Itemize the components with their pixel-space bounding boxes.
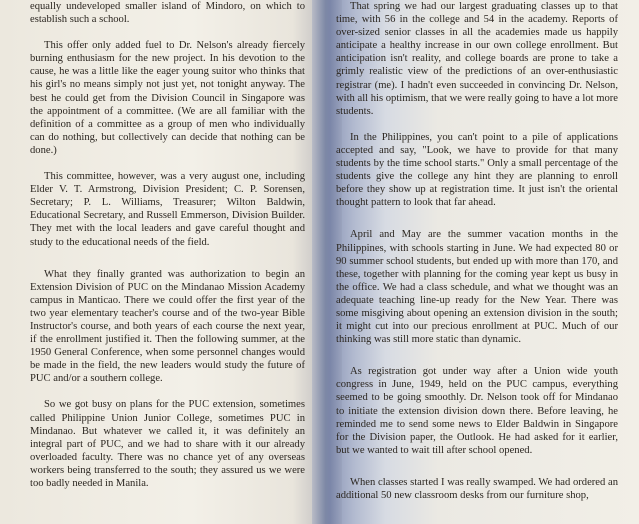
paragraph: As registration got under way after a Union wide youth congress in June, 1949, held on the PUC campus, everything seemed to be going smoothly. Dr. Nelson took off for Mindanao to initiate the extension division down there. Before leaving, he reminded me to send some news to Elder Baldwin in Singapore for the Division paper, the Outlook. He had asked for it earlier, but we wanted to wait till after school opened. <box>336 366 618 456</box>
paragraph: This offer only added fuel to Dr. Nelson's already fiercely burning enthusiasm for the new project. In his devotion to the cause, he was a little like the eager young suitor who thinks that his girl's no means simply not just yet, not tonight anyway. The best he could get from the Division Council in Singapore was the appointment of a committee. (We are all familiar with the definition of a committee as a group of men who individually can do nothing, but collectively can decide that nothing can be done.) <box>30 40 305 156</box>
paragraph: So we got busy on plans for the PUC extension, sometimes called Philippine Union Junior College, sometimes PUC in Mindanao. But whatever we called it, it was definitely an integral part of PUC, and we had to share with it our already overloaded faculty. There was no chance yet of any overseas workers being transferred to the south; they assured us we were too badly needed in Manila. <box>30 399 305 489</box>
right-text-column <box>336 0 618 502</box>
paragraph: equally undeveloped smaller island of Mindoro, on which to establish such a school. <box>30 1 305 26</box>
left-text-column <box>30 0 305 490</box>
paragraph: April and May are the summer vacation months in the Philippines, with schools starting in June. We had expected 80 or 90 summer school students, but ended up with more than 170, and these, together with planning for the coming year kept us busy in the office. We had a class schedule, and what we thought was an adequate teaching line-up ready for the New Year. There was some misgiving about opening an extension division in the south; it might cut into our precious enrollment at PUC. Much of our thinking was still more static than dynamic. <box>336 229 618 346</box>
paragraph: That spring we had our largest graduating classes up to that time, with 56 in the college and 54 in the academy. Reports of over-sized senior classes in all the academies made us happily anticipate a healthy increase in our own college enrollment. But anticipation isn't reality, and college boards are prone to take a grimly realistic view of the predictions of an over-enthusiastic registrar (me). I hadn't even succeeded in convincing Dr. Nelson, with all his optimism, that we were really going to have a lot more students. <box>336 1 618 117</box>
paragraph: In the Philippines, you can't point to a pile of applications accepted and say, "Look, we have to provide for that many students by the time school starts." Only a small percentage of the students give the college any hint they are planning to enroll before they show up at registration time. It just isn't the oriental thought pattern to look that far ahead. <box>336 131 618 209</box>
paragraph: When classes started I was really swamped. We had ordered an additional 50 new classroom desks from our furniture shop, <box>336 476 618 501</box>
paragraph: What they finally granted was authorization to begin an Extension Division of PUC on the Mindanao Mission Academy campus in Manticao. There we could offer the first year of the two year elementary teacher's course and of the two-year Bible Instructor's course, and both years of each course the next year, if the enrollment justified it. Then the following summer, at the 1950 General Conference, when some personnel changes would be made in the field, the new leaders would study the future of PUC and/or a southern college. <box>30 268 305 385</box>
paragraph: This committee, however, was a very august one, including Elder V. T. Armstrong, Division President; C. P. Sorensen, Secretary; P. L. Williams, Treasurer; Wilton Baldwin, Educational Secretary, and Russell Emmerson, Division Builder. They met with the local leaders and gave careful thought and study to the educational needs of the field. <box>30 171 305 248</box>
